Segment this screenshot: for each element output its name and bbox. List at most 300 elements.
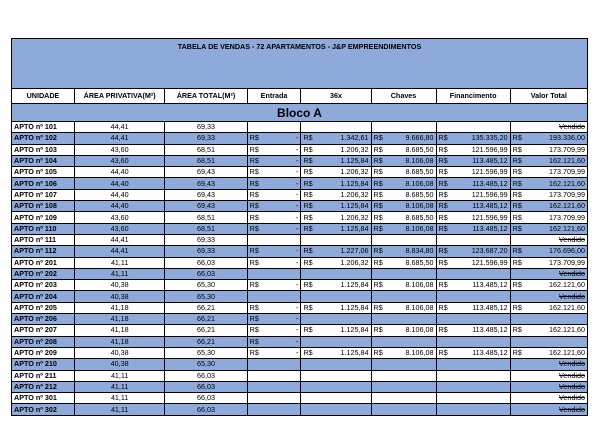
unit-cell[interactable]: APTO nº 212 [12,381,75,392]
financiamento-cell[interactable] [449,268,510,279]
unit-cell[interactable]: APTO nº 201 [12,257,75,268]
financiamento-currency-cell[interactable]: R$ [436,201,449,212]
area-privativa-cell[interactable]: 43,60 [74,155,164,166]
chaves-currency-cell[interactable]: R$ [371,302,384,313]
area-privativa-cell[interactable]: 41,11 [74,268,164,279]
chaves-cell[interactable] [384,381,436,392]
valor-total-cell[interactable]: 162.121,60 [523,155,587,166]
chaves-currency-cell[interactable]: R$ [371,257,384,268]
chaves-cell[interactable]: 8.685,50 [384,257,436,268]
chaves-cell[interactable]: 8.106,08 [384,178,436,189]
area-total-cell[interactable]: 69,33 [165,246,247,257]
financiamento-currency-cell[interactable] [436,359,449,370]
financiamento-cell[interactable] [449,234,510,245]
chaves-currency-cell[interactable]: R$ [371,167,384,178]
parcela-36x-cell[interactable] [314,314,371,325]
financiamento-currency-cell[interactable] [436,370,449,381]
header-valor-total[interactable]: Valor Total [510,89,587,104]
financiamento-cell[interactable] [449,291,510,302]
valor-total-cell[interactable]: 162.121,60 [523,201,587,212]
financiamento-cell[interactable]: 121.596,99 [449,144,510,155]
parcela-36x-currency-cell[interactable]: R$ [301,302,314,313]
area-privativa-cell[interactable]: 40,38 [74,280,164,291]
area-privativa-cell[interactable]: 41,11 [74,393,164,404]
area-total-cell[interactable]: 66,21 [165,336,247,347]
financiamento-cell[interactable]: 121.596,99 [449,189,510,200]
unit-cell[interactable]: APTO nº 202 [12,268,75,279]
valor-total-cell[interactable]: 162.121,60 [523,178,587,189]
chaves-currency-cell[interactable]: R$ [371,155,384,166]
unit-cell[interactable]: APTO nº 111 [12,234,75,245]
chaves-currency-cell[interactable] [371,393,384,404]
chaves-currency-cell[interactable]: R$ [371,246,384,257]
parcela-36x-cell[interactable] [314,291,371,302]
entrada-cell[interactable]: - [260,201,301,212]
chaves-currency-cell[interactable]: R$ [371,325,384,336]
financiamento-currency-cell[interactable]: R$ [436,347,449,358]
parcela-36x-cell[interactable] [314,404,371,415]
chaves-currency-cell[interactable] [371,359,384,370]
parcela-36x-cell[interactable]: 1.125,84 [314,223,371,234]
unit-cell[interactable]: APTO nº 108 [12,201,75,212]
chaves-currency-cell[interactable] [371,122,384,133]
financiamento-cell[interactable]: 113.485,12 [449,302,510,313]
area-total-cell[interactable]: 69,33 [165,133,247,144]
area-total-cell[interactable]: 69,33 [165,234,247,245]
entrada-cell[interactable]: - [260,280,301,291]
area-total-cell[interactable]: 66,03 [165,257,247,268]
parcela-36x-currency-cell[interactable] [301,122,314,133]
financiamento-currency-cell[interactable] [436,122,449,133]
header-entrada[interactable]: Entrada [247,89,301,104]
chaves-cell[interactable]: 8.106,08 [384,155,436,166]
valor-total-currency-cell[interactable]: R$ [510,133,523,144]
parcela-36x-currency-cell[interactable]: R$ [301,325,314,336]
entrada-currency-cell[interactable]: R$ [247,223,260,234]
parcela-36x-currency-cell[interactable]: R$ [301,246,314,257]
entrada-cell[interactable]: - [260,347,301,358]
entrada-cell[interactable]: - [260,314,301,325]
financiamento-currency-cell[interactable] [436,291,449,302]
entrada-cell[interactable]: - [260,336,301,347]
area-total-cell[interactable]: 65,30 [165,280,247,291]
valor-total-currency-cell[interactable]: R$ [510,347,523,358]
financiamento-cell[interactable] [449,336,510,347]
valor-total-cell[interactable]: 162.121,60 [523,325,587,336]
parcela-36x-cell[interactable] [314,381,371,392]
valor-total-currency-cell[interactable]: R$ [510,144,523,155]
entrada-cell[interactable]: - [260,178,301,189]
area-total-cell[interactable]: 66,03 [165,393,247,404]
unit-cell[interactable]: APTO nº 206 [12,314,75,325]
entrada-cell[interactable]: - [260,155,301,166]
area-privativa-cell[interactable]: 44,41 [74,234,164,245]
entrada-currency-cell[interactable]: R$ [247,133,260,144]
entrada-currency-cell[interactable]: R$ [247,212,260,223]
chaves-cell[interactable]: 8.106,08 [384,302,436,313]
unit-cell[interactable]: APTO nº 204 [12,291,75,302]
chaves-currency-cell[interactable] [371,381,384,392]
chaves-currency-cell[interactable] [371,234,384,245]
financiamento-currency-cell[interactable] [436,234,449,245]
chaves-currency-cell[interactable]: R$ [371,133,384,144]
parcela-36x-cell[interactable]: 1.125,84 [314,302,371,313]
parcela-36x-currency-cell[interactable]: R$ [301,212,314,223]
financiamento-currency-cell[interactable]: R$ [436,144,449,155]
area-total-cell[interactable]: 69,43 [165,201,247,212]
header-unidade[interactable]: UNIDADE [12,89,75,104]
area-privativa-cell[interactable]: 41,11 [74,381,164,392]
financiamento-currency-cell[interactable]: R$ [436,178,449,189]
parcela-36x-cell[interactable]: 1.206,32 [314,189,371,200]
entrada-currency-cell[interactable]: R$ [247,167,260,178]
chaves-currency-cell[interactable] [371,404,384,415]
financiamento-cell[interactable] [449,370,510,381]
entrada-currency-cell[interactable] [247,268,260,279]
valor-total-currency-cell[interactable]: R$ [510,167,523,178]
area-privativa-cell[interactable]: 41,18 [74,325,164,336]
entrada-cell[interactable] [260,234,301,245]
entrada-cell[interactable]: - [260,189,301,200]
entrada-cell[interactable]: - [260,144,301,155]
chaves-currency-cell[interactable] [371,268,384,279]
financiamento-currency-cell[interactable]: R$ [436,212,449,223]
entrada-currency-cell[interactable]: R$ [247,314,260,325]
chaves-cell[interactable] [384,291,436,302]
entrada-currency-cell[interactable]: R$ [247,257,260,268]
parcela-36x-currency-cell[interactable] [301,336,314,347]
header-area-total[interactable]: ÁREA TOTAL(M²) [165,89,247,104]
area-total-cell[interactable]: 66,03 [165,381,247,392]
chaves-currency-cell[interactable] [371,370,384,381]
entrada-cell[interactable] [260,359,301,370]
chaves-cell[interactable]: 8.106,08 [384,280,436,291]
unit-cell[interactable]: APTO nº 107 [12,189,75,200]
parcela-36x-cell[interactable] [314,122,371,133]
financiamento-currency-cell[interactable]: R$ [436,155,449,166]
financiamento-currency-cell[interactable]: R$ [436,167,449,178]
parcela-36x-currency-cell[interactable] [301,393,314,404]
area-privativa-cell[interactable]: 41,18 [74,302,164,313]
unit-cell[interactable]: APTO nº 105 [12,167,75,178]
valor-total-currency-cell[interactable]: R$ [510,223,523,234]
area-privativa-cell[interactable]: 40,38 [74,359,164,370]
area-total-cell[interactable]: 69,43 [165,178,247,189]
entrada-currency-cell[interactable]: R$ [247,336,260,347]
parcela-36x-cell[interactable] [314,370,371,381]
financiamento-currency-cell[interactable] [436,314,449,325]
entrada-cell[interactable]: - [260,257,301,268]
financiamento-cell[interactable]: 113.485,12 [449,155,510,166]
chaves-currency-cell[interactable]: R$ [371,212,384,223]
financiamento-cell[interactable] [449,314,510,325]
chaves-currency-cell[interactable] [371,336,384,347]
valor-total-cell[interactable]: 162.121,60 [523,302,587,313]
chaves-cell[interactable] [384,122,436,133]
parcela-36x-cell[interactable] [314,234,371,245]
entrada-cell[interactable] [260,404,301,415]
area-total-cell[interactable]: 69,43 [165,189,247,200]
valor-total-sold-cell[interactable]: Vendido [510,234,587,245]
entrada-cell[interactable]: - [260,325,301,336]
entrada-currency-cell[interactable] [247,359,260,370]
area-privativa-cell[interactable]: 41,11 [74,404,164,415]
entrada-cell[interactable] [260,268,301,279]
parcela-36x-currency-cell[interactable]: R$ [301,347,314,358]
chaves-cell[interactable] [384,393,436,404]
entrada-currency-cell[interactable] [247,234,260,245]
financiamento-currency-cell[interactable]: R$ [436,257,449,268]
area-privativa-cell[interactable]: 44,40 [74,189,164,200]
financiamento-currency-cell[interactable]: R$ [436,133,449,144]
area-total-cell[interactable]: 66,21 [165,325,247,336]
entrada-currency-cell[interactable] [247,393,260,404]
parcela-36x-cell[interactable]: 1.342,61 [314,133,371,144]
entrada-cell[interactable]: - [260,133,301,144]
financiamento-cell[interactable]: 113.485,12 [449,201,510,212]
chaves-cell[interactable] [384,370,436,381]
area-total-cell[interactable]: 66,03 [165,370,247,381]
financiamento-currency-cell[interactable] [436,404,449,415]
parcela-36x-currency-cell[interactable] [301,234,314,245]
unit-cell[interactable]: APTO nº 210 [12,359,75,370]
chaves-currency-cell[interactable]: R$ [371,347,384,358]
unit-cell[interactable]: APTO nº 104 [12,155,75,166]
financiamento-currency-cell[interactable] [436,268,449,279]
parcela-36x-cell[interactable] [314,359,371,370]
parcela-36x-currency-cell[interactable]: R$ [301,167,314,178]
entrada-cell[interactable] [260,370,301,381]
valor-total-cell[interactable]: 162.121,60 [523,347,587,358]
entrada-currency-cell[interactable] [247,291,260,302]
unit-cell[interactable]: APTO nº 103 [12,144,75,155]
valor-total-currency-cell[interactable]: R$ [510,302,523,313]
entrada-cell[interactable] [260,381,301,392]
area-privativa-cell[interactable]: 41,11 [74,370,164,381]
entrada-cell[interactable] [260,291,301,302]
financiamento-cell[interactable]: 135.335,20 [449,133,510,144]
financiamento-currency-cell[interactable]: R$ [436,246,449,257]
parcela-36x-currency-cell[interactable] [301,359,314,370]
chaves-cell[interactable]: 8.685,50 [384,167,436,178]
parcela-36x-currency-cell[interactable] [301,381,314,392]
parcela-36x-currency-cell[interactable]: R$ [301,280,314,291]
valor-total-sold-cell[interactable]: Vendido [510,359,587,370]
valor-total-sold-cell[interactable]: Vendido [510,404,587,415]
chaves-currency-cell[interactable] [371,291,384,302]
chaves-currency-cell[interactable] [371,314,384,325]
valor-total-cell[interactable]: 173.709,99 [523,167,587,178]
chaves-cell[interactable]: 8.106,08 [384,223,436,234]
parcela-36x-currency-cell[interactable] [301,314,314,325]
entrada-cell[interactable] [260,393,301,404]
parcela-36x-cell[interactable]: 1.125,84 [314,201,371,212]
chaves-currency-cell[interactable]: R$ [371,201,384,212]
valor-total-cell[interactable]: 162.121,60 [523,223,587,234]
valor-total-cell[interactable]: 193.336,00 [523,133,587,144]
financiamento-cell[interactable] [449,393,510,404]
chaves-currency-cell[interactable]: R$ [371,280,384,291]
header-chaves[interactable]: Chaves [371,89,436,104]
chaves-cell[interactable]: 8.106,08 [384,201,436,212]
chaves-currency-cell[interactable]: R$ [371,144,384,155]
entrada-currency-cell[interactable] [247,122,260,133]
parcela-36x-currency-cell[interactable] [301,268,314,279]
unit-cell[interactable]: APTO nº 207 [12,325,75,336]
valor-total-cell[interactable]: 173.709,99 [523,212,587,223]
chaves-cell[interactable] [384,268,436,279]
chaves-cell[interactable] [384,336,436,347]
parcela-36x-currency-cell[interactable]: R$ [301,144,314,155]
entrada-cell[interactable]: - [260,246,301,257]
financiamento-cell[interactable] [449,359,510,370]
parcela-36x-cell[interactable]: 1.227,06 [314,246,371,257]
entrada-currency-cell[interactable]: R$ [247,325,260,336]
parcela-36x-cell[interactable]: 1.125,84 [314,178,371,189]
chaves-cell[interactable] [384,359,436,370]
financiamento-cell[interactable]: 123.687,20 [449,246,510,257]
entrada-currency-cell[interactable]: R$ [247,246,260,257]
valor-total-currency-cell[interactable]: R$ [510,155,523,166]
area-privativa-cell[interactable]: 40,38 [74,291,164,302]
entrada-currency-cell[interactable] [247,404,260,415]
valor-total-currency-cell[interactable]: R$ [510,246,523,257]
financiamento-currency-cell[interactable] [436,336,449,347]
unit-cell[interactable]: APTO nº 211 [12,370,75,381]
area-total-cell[interactable]: 68,51 [165,155,247,166]
valor-total-sold-cell[interactable]: Vendido [510,393,587,404]
financiamento-cell[interactable]: 121.596,99 [449,212,510,223]
parcela-36x-cell[interactable]: 1.206,32 [314,212,371,223]
area-total-cell[interactable]: 65,30 [165,347,247,358]
entrada-currency-cell[interactable]: R$ [247,302,260,313]
unit-cell[interactable]: APTO nº 109 [12,212,75,223]
financiamento-currency-cell[interactable]: R$ [436,302,449,313]
financiamento-currency-cell[interactable]: R$ [436,189,449,200]
financiamento-currency-cell[interactable]: R$ [436,280,449,291]
parcela-36x-currency-cell[interactable] [301,291,314,302]
parcela-36x-currency-cell[interactable]: R$ [301,133,314,144]
chaves-cell[interactable] [384,314,436,325]
chaves-cell[interactable] [384,404,436,415]
valor-total-cell[interactable] [523,336,587,347]
entrada-currency-cell[interactable] [247,370,260,381]
area-total-cell[interactable]: 69,43 [165,167,247,178]
financiamento-cell[interactable]: 121.596,99 [449,167,510,178]
unit-cell[interactable]: APTO nº 208 [12,336,75,347]
area-privativa-cell[interactable]: 44,40 [74,167,164,178]
parcela-36x-currency-cell[interactable]: R$ [301,155,314,166]
area-privativa-cell[interactable]: 40,38 [74,347,164,358]
chaves-currency-cell[interactable]: R$ [371,178,384,189]
entrada-cell[interactable]: - [260,167,301,178]
chaves-cell[interactable] [384,234,436,245]
chaves-cell[interactable]: 8.685,50 [384,189,436,200]
parcela-36x-cell[interactable]: 1.125,84 [314,347,371,358]
entrada-cell[interactable]: - [260,212,301,223]
financiamento-cell[interactable]: 113.485,12 [449,280,510,291]
parcela-36x-cell[interactable]: 1.206,32 [314,257,371,268]
area-total-cell[interactable]: 68,51 [165,144,247,155]
financiamento-cell[interactable] [449,122,510,133]
entrada-currency-cell[interactable]: R$ [247,280,260,291]
financiamento-cell[interactable]: 113.485,12 [449,325,510,336]
financiamento-cell[interactable] [449,404,510,415]
unit-cell[interactable]: APTO nº 302 [12,404,75,415]
area-total-cell[interactable]: 65,30 [165,359,247,370]
area-privativa-cell[interactable]: 44,40 [74,178,164,189]
parcela-36x-currency-cell[interactable] [301,370,314,381]
parcela-36x-currency-cell[interactable]: R$ [301,189,314,200]
chaves-cell[interactable]: 8.685,50 [384,144,436,155]
area-privativa-cell[interactable]: 44,41 [74,133,164,144]
valor-total-cell[interactable]: 176.696,00 [523,246,587,257]
valor-total-currency-cell[interactable]: R$ [510,212,523,223]
chaves-cell[interactable]: 9.666,80 [384,133,436,144]
chaves-currency-cell[interactable]: R$ [371,189,384,200]
chaves-cell[interactable]: 8.106,08 [384,325,436,336]
parcela-36x-cell[interactable]: 1.125,84 [314,280,371,291]
entrada-cell[interactable] [260,122,301,133]
header-financiamento[interactable]: Financimento [436,89,510,104]
valor-total-cell[interactable]: 173.709,99 [523,144,587,155]
valor-total-currency-cell[interactable]: R$ [510,325,523,336]
parcela-36x-currency-cell[interactable] [301,404,314,415]
parcela-36x-currency-cell[interactable]: R$ [301,201,314,212]
area-total-cell[interactable]: 68,51 [165,212,247,223]
parcela-36x-cell[interactable]: 1.206,32 [314,144,371,155]
parcela-36x-cell[interactable] [314,336,371,347]
area-privativa-cell[interactable]: 44,41 [74,122,164,133]
parcela-36x-cell[interactable] [314,393,371,404]
valor-total-cell[interactable] [523,314,587,325]
valor-total-currency-cell[interactable]: R$ [510,189,523,200]
valor-total-sold-cell[interactable]: Vendido [510,381,587,392]
unit-cell[interactable]: APTO nº 209 [12,347,75,358]
valor-total-sold-cell[interactable]: Vendido [510,122,587,133]
valor-total-sold-cell[interactable]: Vendido [510,291,587,302]
unit-cell[interactable]: APTO nº 106 [12,178,75,189]
chaves-cell[interactable]: 8.685,50 [384,212,436,223]
entrada-currency-cell[interactable] [247,381,260,392]
entrada-currency-cell[interactable]: R$ [247,144,260,155]
valor-total-cell[interactable]: 162.121,60 [523,280,587,291]
area-privativa-cell[interactable]: 43,60 [74,223,164,234]
parcela-36x-cell[interactable]: 1.125,84 [314,155,371,166]
financiamento-cell[interactable]: 113.485,12 [449,347,510,358]
area-privativa-cell[interactable]: 41,18 [74,336,164,347]
entrada-cell[interactable]: - [260,223,301,234]
valor-total-currency-cell[interactable]: R$ [510,178,523,189]
financiamento-cell[interactable] [449,381,510,392]
unit-cell[interactable]: APTO nº 101 [12,122,75,133]
parcela-36x-currency-cell[interactable]: R$ [301,223,314,234]
area-privativa-cell[interactable]: 44,40 [74,201,164,212]
parcela-36x-cell[interactable]: 1.206,32 [314,167,371,178]
financiamento-cell[interactable]: 121.596,99 [449,257,510,268]
unit-cell[interactable]: APTO nº 102 [12,133,75,144]
chaves-currency-cell[interactable]: R$ [371,223,384,234]
chaves-cell[interactable]: 8.834,80 [384,246,436,257]
entrada-currency-cell[interactable]: R$ [247,178,260,189]
financiamento-cell[interactable]: 113.485,12 [449,178,510,189]
unit-cell[interactable]: APTO nº 301 [12,393,75,404]
area-total-cell[interactable]: 66,03 [165,268,247,279]
header-36x[interactable]: 36x [301,89,371,104]
entrada-currency-cell[interactable]: R$ [247,189,260,200]
area-total-cell[interactable]: 66,03 [165,404,247,415]
area-total-cell[interactable]: 66,21 [165,302,247,313]
